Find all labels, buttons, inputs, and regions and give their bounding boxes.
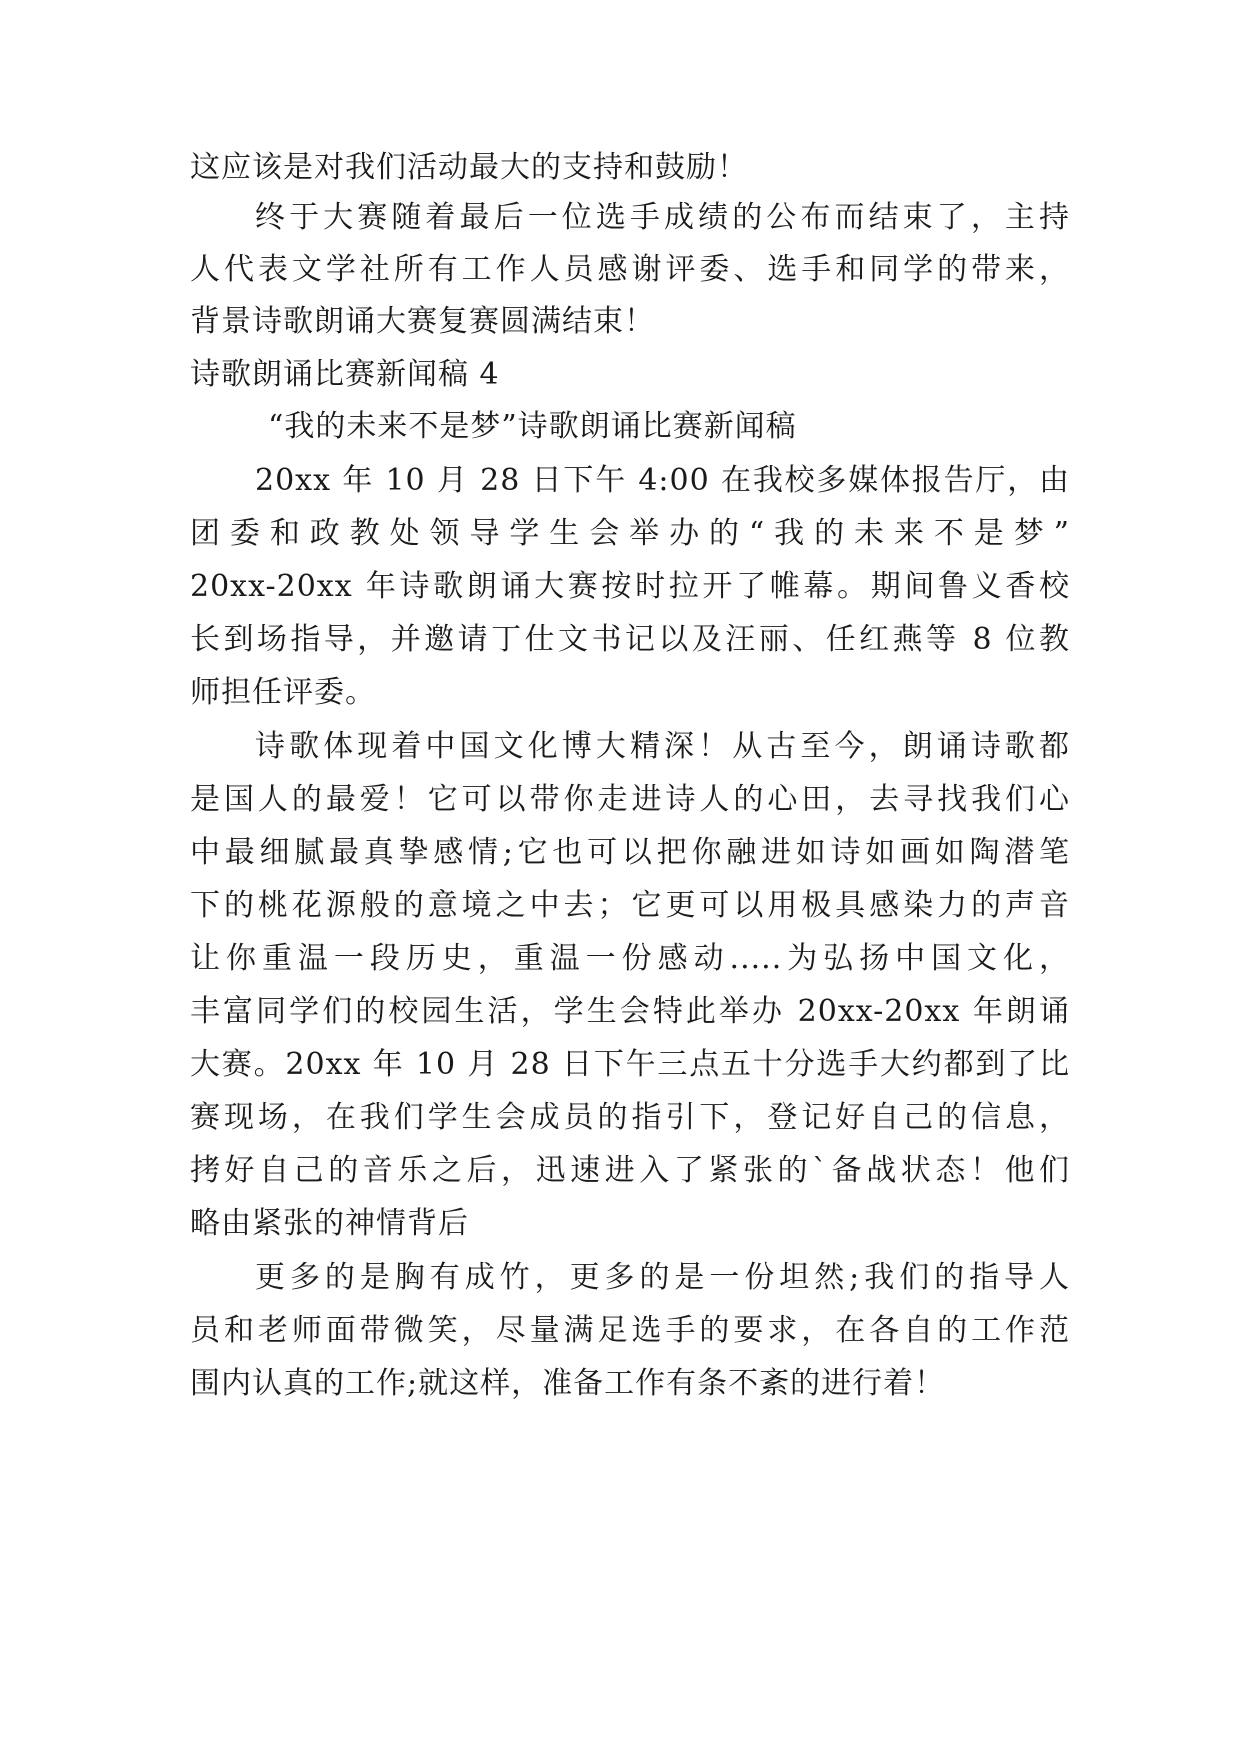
paragraph-2-line-8: 赛现场，在我们学生会成员的指引下，登记好自己的信息， — [190, 1100, 1070, 1135]
closing-paragraph-line-3: 背景诗歌朗诵大赛复赛圆满结束！ — [190, 304, 655, 339]
article-title: “我的未来不是梦”诗歌朗诵比赛新闻稿 — [268, 409, 797, 444]
paragraph-2-line-2: 是国人的最爱！它可以带你走进诗人的心田，去寻找我们心 — [190, 782, 1070, 817]
paragraph-2-line-7: 大赛。20xx 年 10 月 28 日下午三点五十分选手大约都到了比 — [190, 1047, 1070, 1082]
paragraph-1-line-1: 20xx 年 10 月 28 日下午 4:00 在我校多媒体报告厅，由 — [255, 463, 1070, 498]
paragraph-2-line-9: 拷好自己的音乐之后，迅速进入了紧张的`备战状态！他们 — [190, 1153, 1070, 1188]
paragraph-2-line-10: 略由紧张的神情背后 — [190, 1206, 469, 1241]
closing-paragraph-line-1: 终于大赛随着最后一位选手成绩的公布而结束了，主持 — [255, 200, 1070, 235]
continuation-line-1: 这应该是对我们活动最大的支持和鼓励！ — [190, 150, 748, 185]
paragraph-1-line-5: 师担任评委。 — [190, 675, 376, 710]
paragraph-2-line-6: 丰富同学们的校园生活，学生会特此举办 20xx-20xx 年朗诵 — [190, 994, 1070, 1029]
paragraph-2-line-1: 诗歌体现着中国文化博大精深！从古至今，朗诵诗歌都 — [255, 729, 1070, 764]
paragraph-1-line-3: 20xx-20xx 年诗歌朗诵大赛按时拉开了帷幕。期间鲁义香校 — [190, 569, 1070, 604]
paragraph-1-line-2: 团委和政教处领导学生会举办的“我的未来不是梦” — [190, 516, 1070, 551]
paragraph-2-line-3: 中最细腻最真挚感情;它也可以把你融进如诗如画如陶潜笔 — [190, 835, 1070, 870]
closing-paragraph-line-2: 人代表文学社所有工作人员感谢评委、选手和同学的带来， — [190, 252, 1070, 287]
paragraph-1-line-4: 长到场指导，并邀请丁仕文书记以及汪丽、任红燕等 8 位教 — [190, 622, 1070, 657]
section-heading: 诗歌朗诵比赛新闻稿 4 — [190, 357, 500, 392]
paragraph-2-line-4: 下的桃花源般的意境之中去；它更可以用极具感染力的声音 — [190, 888, 1070, 923]
paragraph-3-line-3: 围内认真的工作;就这样，准备工作有条不紊的进行着！ — [190, 1366, 946, 1401]
paragraph-3-line-2: 员和老师面带微笑，尽量满足选手的要求，在各自的工作范 — [190, 1313, 1070, 1348]
paragraph-2-line-5: 让你重温一段历史，重温一份感动.....为弘扬中国文化， — [190, 941, 1070, 976]
paragraph-3-line-1: 更多的是胸有成竹，更多的是一份坦然;我们的指导人 — [255, 1260, 1070, 1295]
